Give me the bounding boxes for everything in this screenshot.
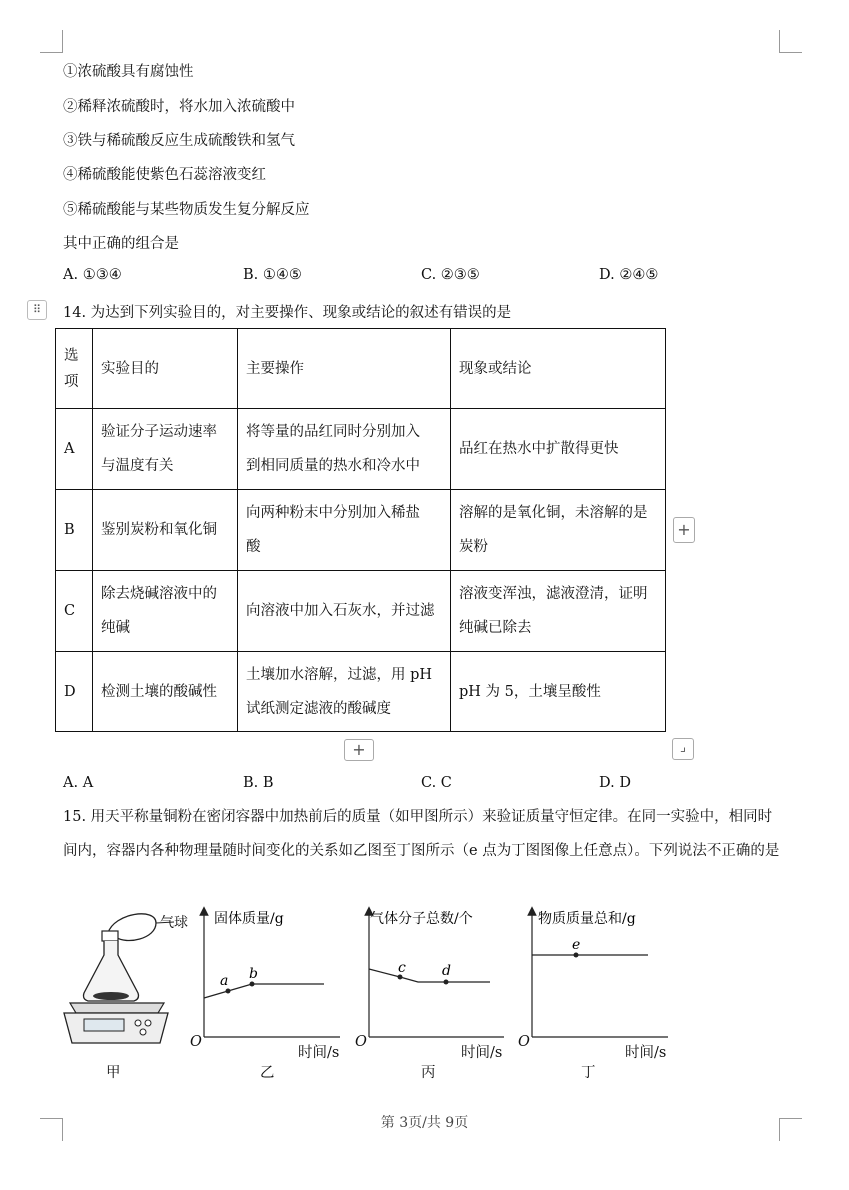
- q14-option-d: D. D: [599, 775, 631, 791]
- cell-line: pH 为 5，土壤呈酸性: [459, 683, 601, 700]
- page-footer: 第 3页/共 9页: [380, 1115, 469, 1131]
- table-row: [56, 652, 666, 732]
- yi-point-b: [250, 982, 255, 987]
- bing-point-d-label: d: [442, 963, 451, 979]
- cell-line: 纯碱已除去: [459, 620, 532, 636]
- caption-jia: 甲: [106, 1065, 121, 1081]
- ding-ylabel: 物质质量总和/g: [538, 911, 636, 927]
- bing-ylabel: 气体分子总数/个: [370, 911, 473, 927]
- row-option: A: [56, 409, 93, 490]
- cell-line: 溶解的是氧化铜，未溶解的是: [459, 505, 648, 521]
- q15-stem: 15. 用天平称量铜粉在密闭容器中加热前后的质量（如甲图所示）来验证质量守恒定律。在同一实验中，相同时间内，容器内各种物理量随时间变化的关系如乙图至丁图所示（e 点为丁图图像上任意点）。下列说法不正确的是: [63, 809, 780, 859]
- q14-option-c: C. C: [421, 775, 452, 791]
- cell-line: 酸: [246, 539, 261, 555]
- statement-3: ③铁与稀硫酸反应生成硫酸铁和氢气: [63, 133, 295, 149]
- resize-handle-icon[interactable]: ⌟: [672, 738, 694, 760]
- cell-line: 除去烧碱溶液中的: [101, 586, 217, 602]
- cell-line: 品红在热水中扩散得更快: [459, 441, 619, 457]
- row-option: B: [56, 490, 93, 571]
- add-row-button[interactable]: +: [344, 739, 374, 761]
- row-result: [451, 571, 666, 652]
- q13-option-b: B. ①④⑤: [243, 267, 302, 283]
- add-column-button[interactable]: +: [673, 517, 695, 543]
- balloon-label: 气球: [160, 915, 188, 931]
- q14-option-b: B. B: [243, 775, 274, 791]
- header-purpose: 实验目的: [93, 329, 238, 409]
- ding-point-e: [574, 953, 579, 958]
- q13-option-d: D. ②④⑤: [599, 267, 659, 283]
- cell-line: 与温度有关: [101, 458, 174, 474]
- row-purpose: [93, 652, 238, 732]
- statement-4: ④稀硫酸能使紫色石蕊溶液变红: [63, 167, 266, 183]
- table-row: [56, 571, 666, 652]
- figure-yi-graph: [188, 905, 348, 1055]
- table-header-row: [56, 329, 666, 409]
- row-purpose: [93, 571, 238, 652]
- q13-option-a: A. ①③④: [63, 267, 122, 283]
- row-operation: [238, 571, 451, 652]
- cell-line: 将等量的品红同时分别加入: [246, 424, 420, 440]
- row-option: C: [56, 571, 93, 652]
- yi-point-b-label: b: [249, 966, 258, 982]
- bing-point-d: [444, 980, 449, 985]
- caption-bing: 丙: [421, 1065, 436, 1081]
- cell-line: 纯碱: [101, 620, 130, 636]
- yi-point-a: [226, 989, 231, 994]
- cell-line: 鉴别炭粉和氧化铜: [101, 522, 217, 538]
- figure-ding-graph: [516, 905, 676, 1055]
- crop-mark-top-right: [779, 30, 802, 53]
- cell-line: 到相同质量的热水和冷水中: [246, 458, 420, 474]
- header-option-top: 选: [64, 347, 79, 364]
- row-operation: [238, 652, 451, 732]
- drag-handle-icon[interactable]: ⠿: [27, 300, 47, 320]
- cell-line: 向两种粉末中分别加入稀盐: [246, 505, 420, 521]
- row-purpose: [93, 490, 238, 571]
- header-operation: 主要操作: [238, 329, 451, 409]
- ding-xlabel: 时间/s: [625, 1045, 667, 1061]
- statement-2: ②稀释浓硫酸时，将水加入浓硫酸中: [63, 99, 295, 115]
- row-purpose: [93, 409, 238, 490]
- header-option-bottom: 项: [64, 373, 79, 390]
- q13-option-c: C. ②③⑤: [421, 267, 480, 283]
- ding-point-e-label: e: [572, 937, 581, 953]
- yi-xlabel: 时间/s: [298, 1045, 340, 1061]
- q14-stem: 14. 为达到下列实验目的，对主要操作、现象或结论的叙述有错误的是: [63, 305, 512, 321]
- caption-yi: 乙: [260, 1065, 275, 1081]
- table-row: [56, 490, 666, 571]
- bing-point-c-label: c: [398, 960, 406, 976]
- header-result: 现象或结论: [451, 329, 666, 409]
- yi-ylabel: 固体质量/g: [214, 911, 284, 927]
- row-result: [451, 490, 666, 571]
- bing-curve: [369, 969, 490, 982]
- q14-option-a: A. A: [63, 775, 94, 791]
- cell-line: 炭粉: [459, 539, 488, 555]
- cell-line: 向溶液中加入石灰水，并过滤: [246, 603, 435, 619]
- cell-line: 检测土壤的酸碱性: [101, 683, 217, 700]
- statement-1: ①浓硫酸具有腐蚀性: [63, 64, 194, 80]
- cell-line: 溶液变浑浊，滤液澄清，证明: [459, 586, 648, 602]
- cell-line: 验证分子运动速率: [101, 424, 217, 440]
- q14-table: [55, 328, 666, 732]
- crop-mark-top-left: [40, 30, 63, 53]
- header-option: [56, 329, 93, 409]
- cell-line: 试纸测定滤液的酸碱度: [246, 700, 391, 717]
- q13-prompt: 其中正确的组合是: [63, 236, 179, 252]
- bing-origin: O: [355, 1034, 367, 1050]
- figure-bing-graph: [352, 905, 512, 1055]
- table-row: [56, 409, 666, 490]
- yi-point-a-label: a: [220, 973, 229, 989]
- statement-5: ⑤稀硫酸能与某些物质发生复分解反应: [63, 202, 310, 218]
- row-option: D: [56, 652, 93, 732]
- ding-origin: O: [518, 1034, 530, 1050]
- row-result: [451, 409, 666, 490]
- bing-xlabel: 时间/s: [461, 1045, 503, 1061]
- yi-origin: O: [190, 1034, 202, 1050]
- caption-ding: 丁: [581, 1065, 596, 1081]
- row-operation: [238, 490, 451, 571]
- cell-line: 土壤加水溶解，过滤，用 pH: [246, 666, 433, 683]
- row-operation: [238, 409, 451, 490]
- row-result: [451, 652, 666, 732]
